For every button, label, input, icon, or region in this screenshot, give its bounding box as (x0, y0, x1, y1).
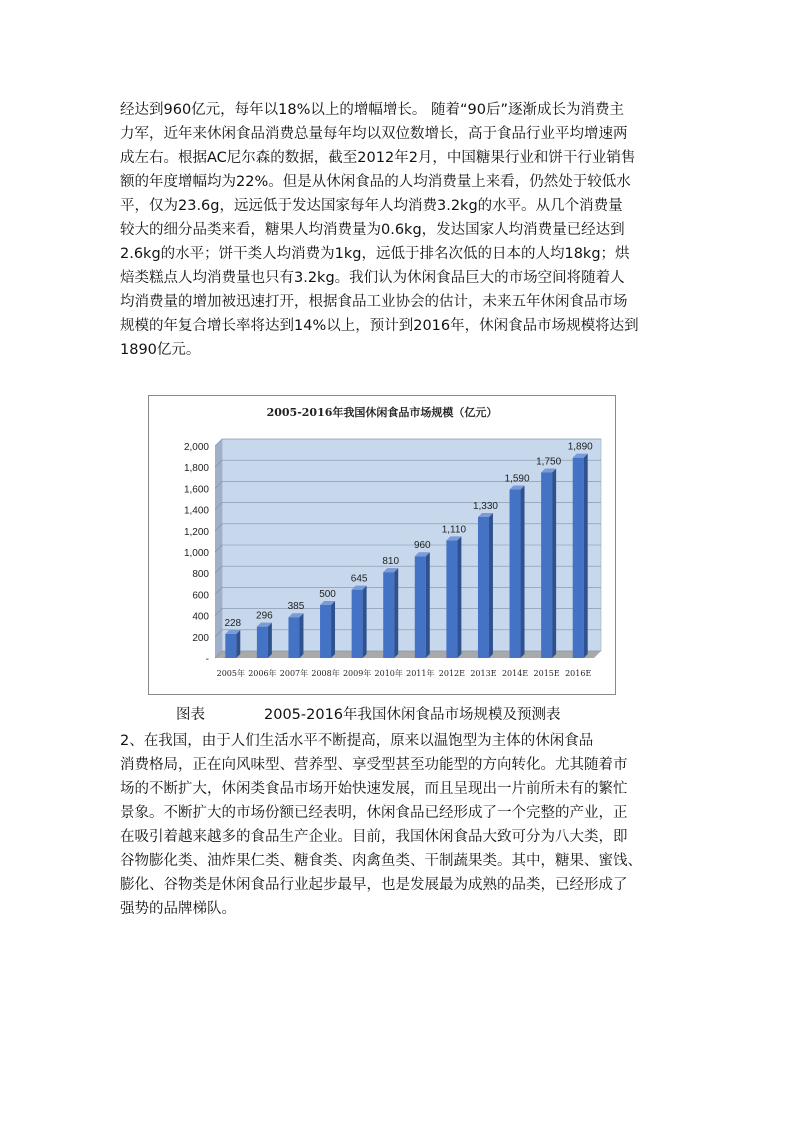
data-label: 1,330 (472, 501, 498, 513)
y-tick-label: 600 (192, 590, 209, 602)
caption-text: 2005-2016年我国休闲食品市场规模及预测表 (264, 707, 561, 723)
bar-side (552, 469, 556, 659)
data-label: 645 (350, 573, 368, 585)
y-tick-label: - (205, 654, 209, 665)
text-line: 成左右。根据AC尼尔森的数据，截至2012年2月，中国糖果行业和饼干行业销售 (120, 150, 636, 166)
bar (225, 634, 236, 658)
bar (478, 517, 489, 658)
data-label: 960 (413, 540, 431, 552)
data-label: 228 (224, 617, 242, 629)
bar-side (394, 568, 398, 658)
x-tick-label: 2015E (533, 669, 560, 678)
y-tick-label: 200 (192, 632, 209, 644)
y-tick-label: 1,800 (183, 463, 209, 475)
text-line: 焙类糕点人均消费量也只有3.2kg。我们认为休闲食品巨大的市场空间将随着人 (120, 270, 625, 286)
data-label: 810 (382, 556, 400, 568)
data-label: 385 (287, 601, 305, 613)
y-tick-label: 800 (192, 569, 209, 581)
bar (510, 489, 521, 658)
x-tick-label: 2014E (501, 669, 529, 678)
data-label: 500 (319, 589, 336, 600)
bar-side (521, 485, 525, 658)
bar (415, 556, 426, 658)
bar-side (299, 613, 303, 658)
text-line: 2、在我国，由于人们生活水平不断提高，原来以温饱型为主体的休闲食品 (120, 733, 594, 749)
bar (352, 590, 363, 658)
y-tick-label: 1,600 (183, 484, 209, 496)
text-line: 2.6kg的水平；饼干类人均消费为1kg，远低于排名次低的日本的人均18kg；烘 (120, 246, 630, 262)
bar (573, 458, 584, 658)
text-line: 额的年度增幅均为22%。但是从休闲食品的人均消费量上来看，仍然处于较低水 (120, 174, 631, 190)
text-line: 消费格局，正在向风味型、营养型、享受型甚至功能型的方向转化。尤其随着市 (120, 757, 628, 773)
x-tick-label: 2012E (438, 669, 465, 678)
text-line: 力军，近年来休闲食品消费总量每年均以双位数增长，高于食品行业平均增速两 (120, 126, 628, 142)
caption-label: 图表 (176, 707, 205, 723)
bar-side (268, 623, 272, 658)
x-tick-label: 2016E (565, 669, 592, 678)
text-line: 在吸引着越来越多的食品生产企业。目前，我国休闲食品大致可分为八大类，即 (120, 829, 628, 845)
bar (541, 473, 552, 659)
x-tick-label: 2009年 (342, 669, 372, 678)
paragraph-1 (120, 98, 680, 362)
paragraph-2 (120, 729, 680, 921)
y-tick-label: 400 (192, 611, 209, 623)
text-line: 规模的年复合增长率将达到14%以上，预计到2016年，休闲食品市场规模将达到 (120, 318, 639, 334)
data-label: 1,890 (567, 441, 593, 453)
bar-side (331, 601, 335, 658)
text-line: 谷物膨化类、油炸果仁类、糖食类、肉禽鱼类、干制蔬果类。其中，糖果、蜜饯、 (120, 853, 642, 869)
bar-chart (149, 396, 615, 694)
bar-side (363, 586, 367, 658)
bar (257, 627, 268, 658)
x-tick-label: 2010年 (374, 669, 403, 678)
y-tick-label: 1,200 (183, 526, 209, 538)
bar-side (584, 454, 588, 658)
y-tick-label: 2,000 (183, 442, 209, 453)
chart-title: 2005-2016年我国休闲食品市场规模（亿元） (266, 406, 498, 419)
bar (288, 617, 299, 658)
bar-side (426, 552, 430, 658)
text-line: 较大的细分品类来看，糖果人均消费量为0.6kg，发达国家人均消费量已经达到 (120, 222, 625, 238)
data-label: 1,750 (536, 456, 562, 468)
data-label: 296 (256, 610, 273, 622)
chart-figure (148, 395, 616, 695)
text-line: 强势的品牌梯队。 (120, 901, 236, 917)
x-tick-label: 2013E (470, 669, 497, 678)
x-tick-label: 2011年 (406, 669, 435, 678)
bar (320, 605, 331, 658)
x-tick-label: 2007年 (279, 669, 309, 678)
text-line: 1890亿元。 (120, 342, 201, 358)
data-label: 1,110 (441, 524, 467, 536)
bar (446, 540, 457, 658)
text-line: 平，仅为23.6g，远远低于发达国家每年人均消费3.2kg的水平。从几个消费量 (120, 198, 623, 214)
text-line: 场的不断扩大，休闲类食品市场开始快速发展，而且呈现出一片前所未有的繁忙 (120, 781, 628, 797)
text-line: 经达到960亿元，每年以18%以上的增幅增长。 随着“90后”逐渐成长为消费主 (120, 102, 624, 118)
bar-side (457, 536, 461, 658)
data-label: 1,590 (504, 473, 530, 485)
x-tick-label: 2008年 (311, 669, 340, 678)
x-tick-label: 2005年 (216, 669, 245, 678)
text-line: 景象。不断扩大的市场份额已经表明，休闲食品已经形成了一个完整的产业，正 (120, 805, 628, 821)
text-line: 膨化、谷物类是休闲食品行业起步最早，也是发展最为成熟的品类，已经形成了 (120, 877, 628, 893)
text-line: 均消费量的增加被迅速打开，根据食品工业协会的估计，未来五年休闲食品市场 (120, 294, 628, 310)
y-tick-label: 1,400 (183, 505, 209, 517)
y-tick-label: 1,000 (183, 548, 209, 559)
bar (383, 572, 394, 658)
bar-side (489, 513, 493, 658)
x-tick-label: 2006年 (248, 669, 277, 678)
bar-side (236, 630, 240, 658)
